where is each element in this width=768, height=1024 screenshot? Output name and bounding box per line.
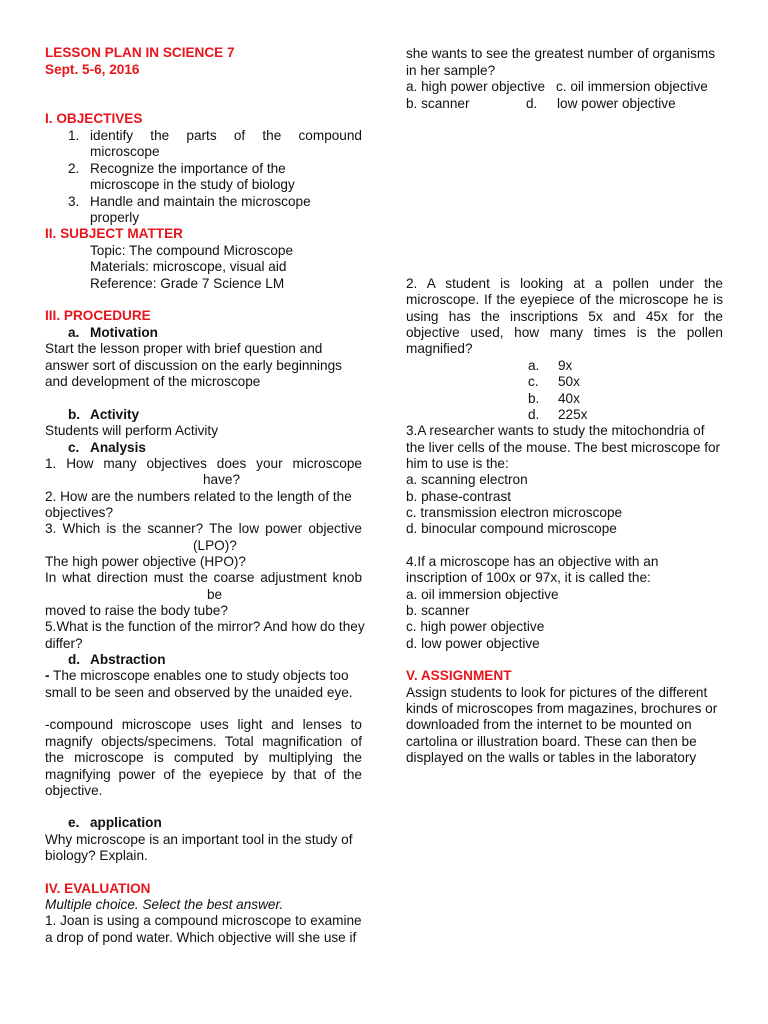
motivation-text: and development of the microscope [45,374,261,389]
abstraction-text: small to be seen and observed by the unaided eye. [45,685,353,700]
analysis-question: have? [203,472,241,487]
abstraction-letter: d. [68,652,81,667]
abstraction-text: -compound microscope uses light and lenses to [45,717,362,732]
answer-option: c. high power objective [406,619,545,634]
answer-option: a. high power objective [406,79,546,94]
answer-option: 9x [558,358,573,373]
activity-label: Activity [90,407,140,422]
question-text: 4.If a microscope has an objective with an [406,554,659,569]
answer-option: d. binocular compound microscope [406,521,617,536]
answer-option: low power objective [557,96,676,111]
objective-text: properly [90,210,140,225]
answer-option: b. scanner [406,603,470,618]
objective-text: Handle and maintain the microscope [90,194,311,209]
abstraction-label: Abstraction [90,652,166,667]
answer-option: d. low power objective [406,636,540,651]
question-text: 1. Joan is using a compound microscope to examine [45,913,362,928]
application-label: application [90,815,162,830]
application-text: biology? Explain. [45,848,148,863]
analysis-question: objectives? [45,505,114,520]
question-text: in her sample? [406,63,496,78]
analysis-question: differ? [45,636,83,651]
question-text: inscription of 100x or 97x, it is called the: [406,570,651,585]
answer-option: b. scanner [406,96,470,111]
analysis-question: (LPO)? [193,538,237,553]
objective-text: microscope in the study of biology [90,177,295,192]
topic-line: Topic: The compound Microscope [90,243,294,258]
analysis-letter: c. [68,440,80,455]
answer-option-letter: b. [528,391,540,406]
answer-option: a. oil immersion objective [406,587,559,602]
evaluation-heading: IV. EVALUATION [45,881,151,896]
materials-line: Materials: microscope, visual aid [90,259,287,274]
assignment-text: kinds of microscopes from magazines, brochures or [406,701,718,716]
answer-option: 50x [558,374,580,389]
question-text: him to use is the: [406,456,509,471]
answer-option: 40x [558,391,580,406]
analysis-question: The high power objective (HPO)? [45,554,246,569]
answer-option: 225x [558,407,588,422]
answer-option: c. oil immersion objective [556,79,708,94]
analysis-question: 2. How are the numbers related to the length of the [45,489,352,504]
objective-text: Recognize the importance of the [90,161,286,176]
abstraction-dash: - [45,668,50,683]
analysis-question: 5.What is the function of the mirror? And how do they [45,619,365,634]
assignment-text: downloaded from the internet to be mounted on [406,717,692,732]
answer-option-letter: d. [526,96,538,111]
assignment-text: displayed on the walls or tables in the laboratory [406,750,697,765]
procedure-heading: III. PROCEDURE [45,308,151,323]
motivation-text: answer sort of discussion on the early beginnings [45,358,342,373]
objective-number: 3. [68,194,80,209]
application-letter: e. [68,815,80,830]
question-text: the liver cells of the mouse. The best microscope for [406,440,721,455]
objectives-heading: I. OBJECTIVES [45,111,143,126]
question-text: she wants to see the greatest number of organisms [406,46,716,61]
answer-option: c. transmission electron microscope [406,505,623,520]
motivation-letter: a. [68,325,80,340]
abstraction-text-start: The microscope enables one to study objects too [49,668,349,683]
application-text: Why microscope is an important tool in the study of [45,832,353,847]
analysis-question: be [207,587,223,602]
question-text: 2. A student is looking at a pollen under the [406,276,723,291]
objective-number: 2. [68,161,80,176]
answer-option-letter: c. [528,374,539,389]
objective-text: microscope [90,144,160,159]
answer-option: b. phase-contrast [406,489,512,504]
reference-line: Reference: Grade 7 Science LM [90,276,285,291]
activity-text: Students will perform Activity [45,423,219,438]
answer-option: a. scanning electron [406,472,528,487]
question-text: using has the inscriptions 5x and 45x for the [406,309,723,324]
abstraction-text: magnifying power of the eyepiece by that of the [45,767,362,782]
assignment-heading: V. ASSIGNMENT [406,668,512,683]
analysis-question: 1. How many objectives does your microscope [45,456,362,471]
evaluation-instruction: Multiple choice. Select the best answer. [45,897,284,912]
objective-number: 1. [68,128,80,143]
assignment-text: Assign students to look for pictures of the different [406,685,708,700]
subject-matter-heading: II. SUBJECT MATTER [45,226,183,241]
motivation-label: Motivation [90,325,158,340]
lesson-date: Sept. 5-6, 2016 [45,62,140,77]
question-text: objective used, how many times is the pollen [406,325,723,340]
objective-text: identify the parts of the compound [90,128,362,143]
analysis-question: moved to raise the body tube? [45,603,228,618]
analysis-question: In what direction must the coarse adjustment knob [45,570,362,585]
assignment-text: cartolina or illustration board. These can then be [406,734,697,749]
question-text: a drop of pond water. Which objective will she use if [45,930,357,945]
question-text: magnified? [406,341,473,356]
activity-letter: b. [68,407,81,422]
question-text: 3.A researcher wants to study the mitochondria of [406,423,705,438]
abstraction-text: objective. [45,783,103,798]
analysis-question: 3. Which is the scanner? The low power objective [45,521,362,536]
abstraction-text [45,668,349,684]
lesson-title: LESSON PLAN IN SCIENCE 7 [45,45,235,60]
answer-option-letter: d. [528,407,540,422]
question-text: microscope. If the eyepiece of the microscope he is [406,292,723,307]
answer-option-letter: a. [528,358,540,373]
motivation-text: Start the lesson proper with brief question and [45,341,323,356]
abstraction-text: magnify objects/specimens. Total magnification of [45,734,362,749]
analysis-label: Analysis [90,440,146,455]
abstraction-text: the microscope is computed by multiplying the [45,750,362,765]
